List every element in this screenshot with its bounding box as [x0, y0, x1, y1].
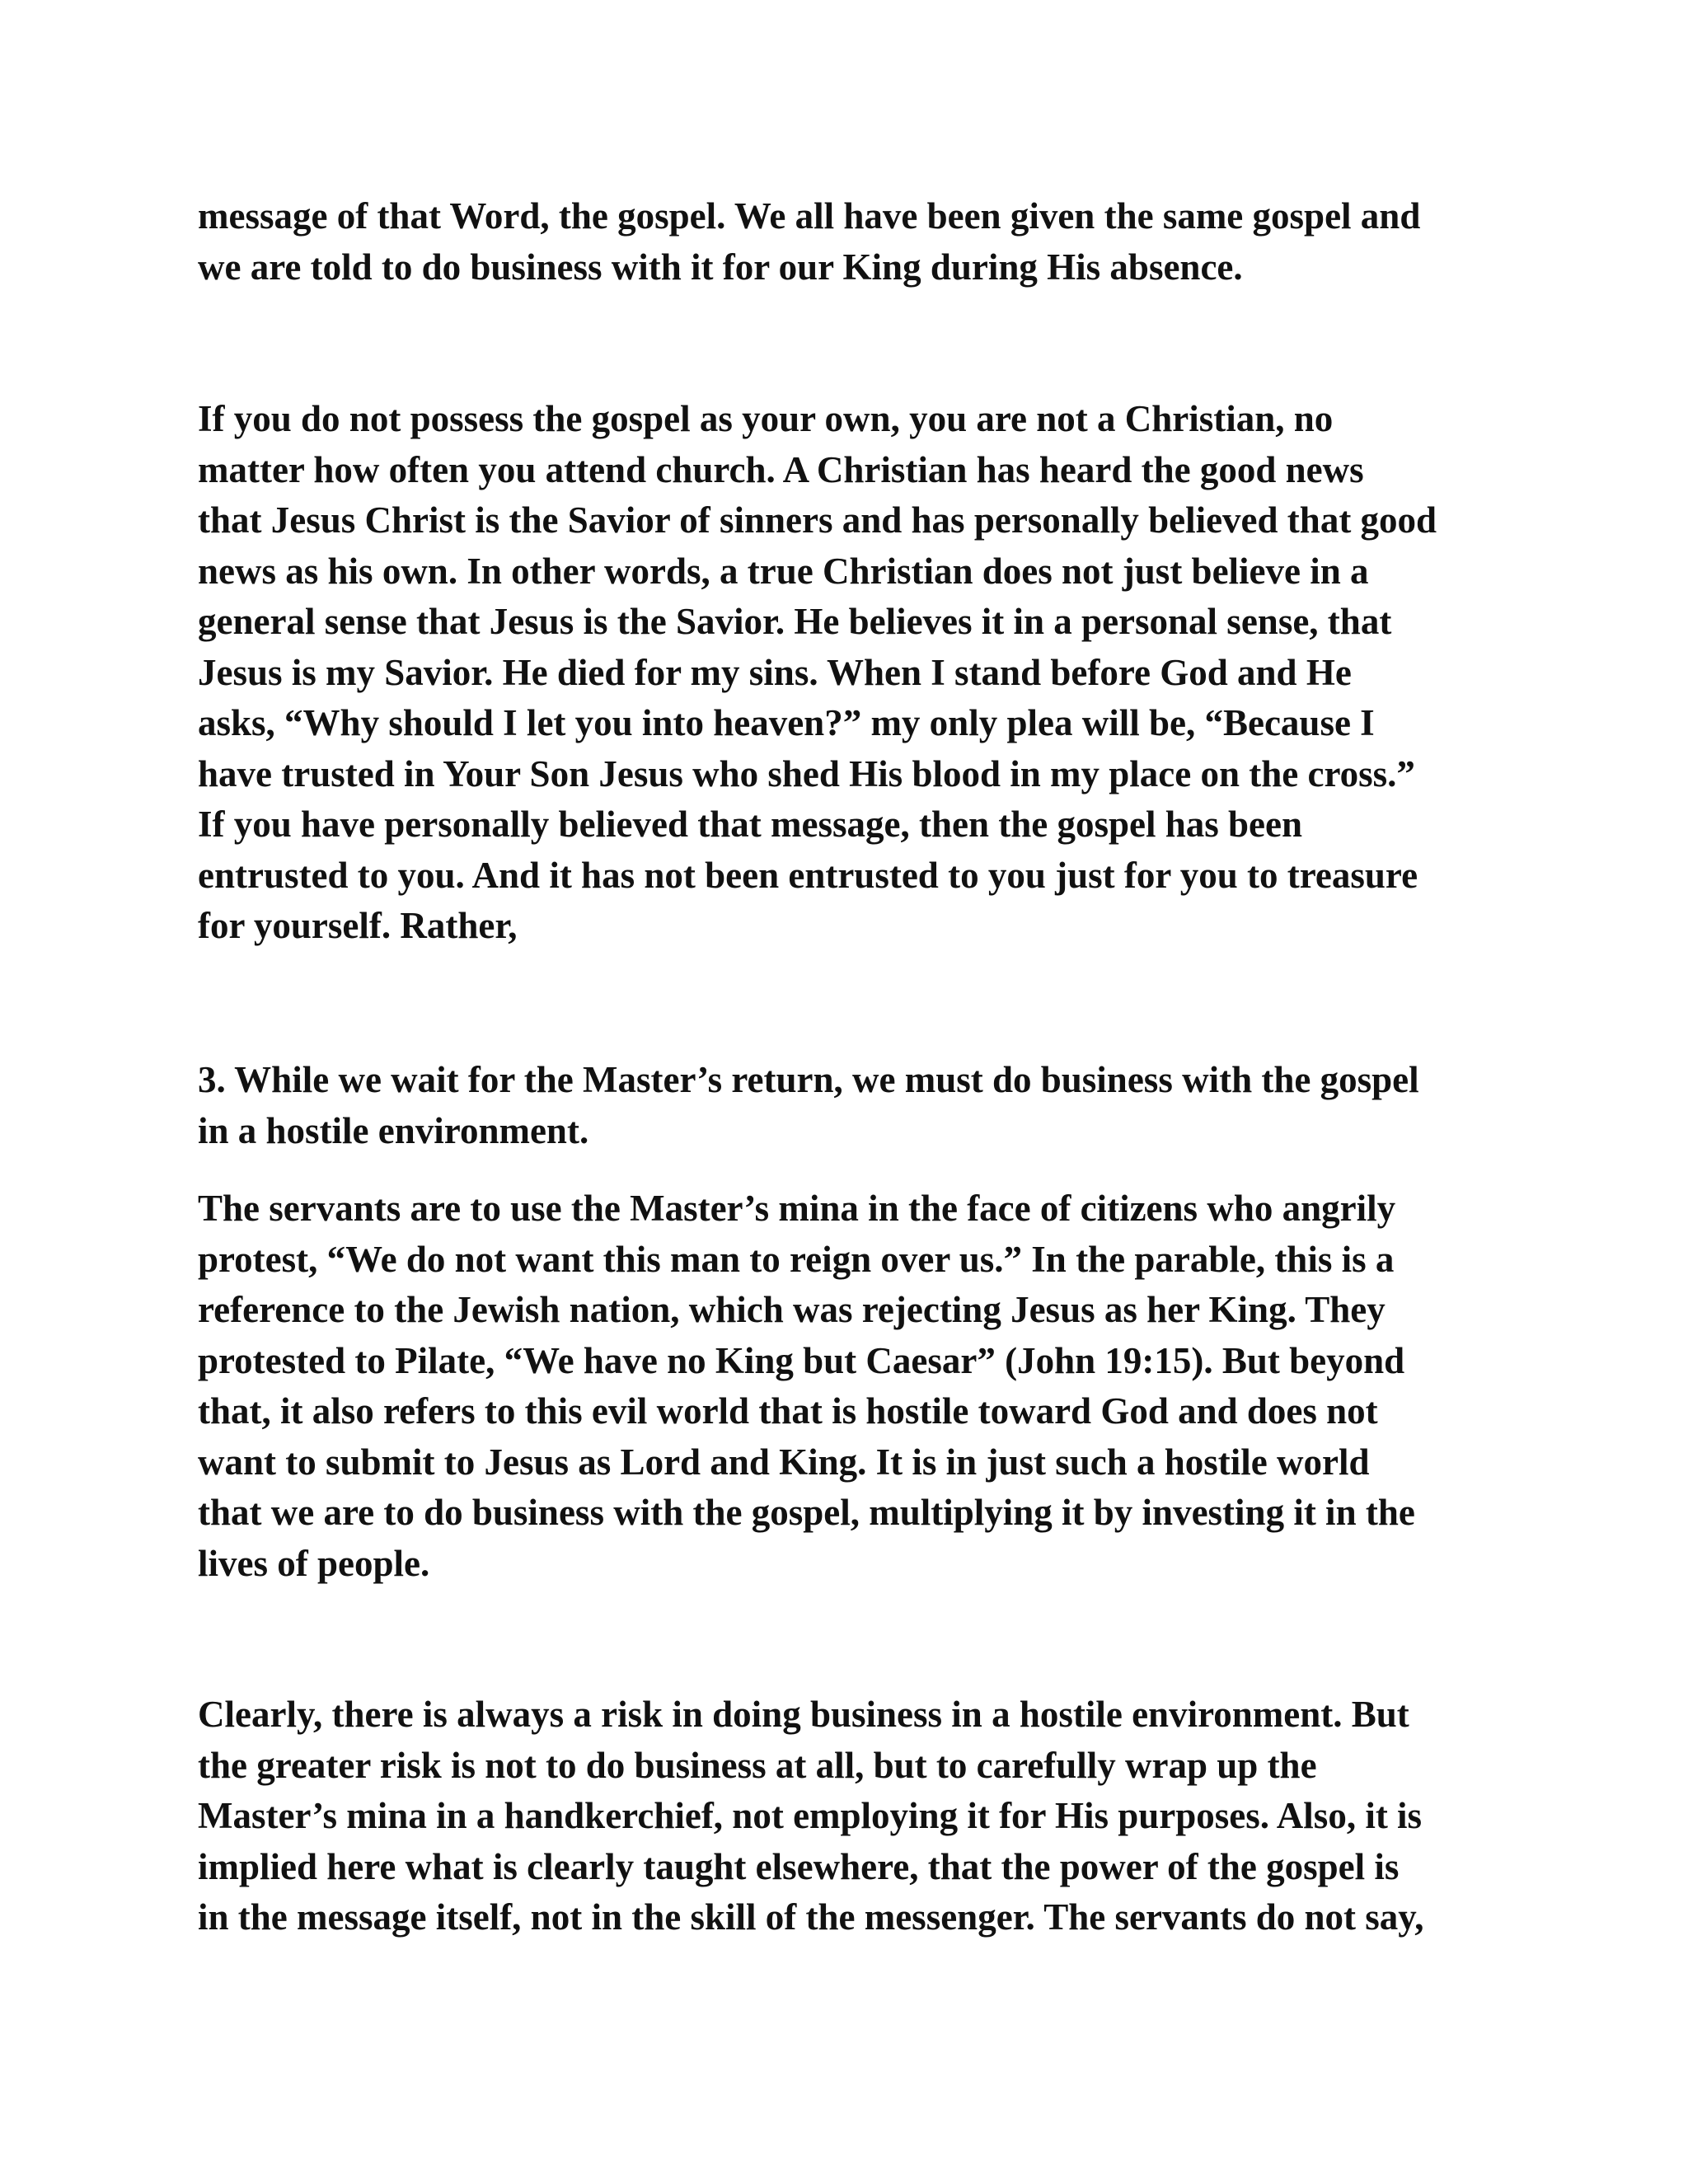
text-line: general sense that Jesus is the Savior. He believes it in a personal sense, that [198, 601, 1392, 642]
paragraph-gospel-intro [198, 191, 1500, 293]
text-line: the greater risk is not to do business at all, but to carefully wrap up the [198, 1744, 1317, 1786]
text-line: asks, “Why should I let you into heaven?” my only plea will be, “Because I [198, 702, 1375, 743]
text-line: we are told to do business with it for our King during His absence. [198, 246, 1243, 288]
text-line: that we are to do business with the gospel, multiplying it by investing it in the [198, 1492, 1415, 1533]
text-line: protest, “We do not want this man to reign over us.” In the parable, this is a [198, 1238, 1395, 1280]
text-line: Clearly, there is always a risk in doing business in a hostile environment. But [198, 1694, 1409, 1735]
text-line: that Jesus Christ is the Savior of sinners and has personally believed that good [198, 499, 1437, 541]
text-line: reference to the Jewish nation, which was rejecting Jesus as her King. They [198, 1289, 1386, 1330]
text-line: entrusted to you. And it has not been entrusted to you just for you to treasure [198, 854, 1418, 896]
paragraph-risk [198, 1690, 1500, 1943]
text-line: in the message itself, not in the skill of the messenger. The servants do not say, [198, 1896, 1424, 1938]
text-line: implied here what is clearly taught elsewhere, that the power of the gospel is [198, 1845, 1400, 1887]
section-heading-point-3 [198, 1055, 1500, 1156]
text-line: in a hostile environment. [198, 1109, 589, 1151]
text-line: Master’s mina in a handkerchief, not employing it for His purposes. Also, it is [198, 1795, 1423, 1836]
text-line: The servants are to use the Master’s mina in the face of citizens who angrily [198, 1188, 1396, 1229]
text-line: for yourself. Rather, [198, 905, 518, 946]
text-line: If you do not possess the gospel as your own, you are not a Christian, no [198, 398, 1334, 439]
text-line: If you have personally believed that message, then the gospel has been [198, 804, 1303, 845]
text-line: Jesus is my Savior. He died for my sins. When I stand before God and He [198, 651, 1352, 693]
text-line: protested to Pilate, “We have no King but Caesar” (John 19:15). But beyond [198, 1339, 1405, 1381]
text-line: that, it also refers to this evil world that is hostile toward God and does not [198, 1390, 1378, 1432]
paragraph-possess-gospel [198, 394, 1500, 952]
text-line: have trusted in Your Son Jesus who shed His blood in my place on the cross.” [198, 752, 1415, 794]
text-line: lives of people. [198, 1542, 430, 1584]
text-line: news as his own. In other words, a true Christian does not just believe in a [198, 550, 1369, 592]
text-line: 3. While we wait for the Master’s return, we must do business with the gospel [198, 1059, 1419, 1100]
text-line: want to submit to Jesus as Lord and King. It is in just such a hostile world [198, 1441, 1370, 1483]
text-line: message of that Word, the gospel. We all have been given the same gospel and [198, 195, 1421, 237]
paragraph-hostile-citizens [198, 1183, 1500, 1589]
text-line: matter how often you attend church. A Christian has heard the good news [198, 448, 1364, 490]
